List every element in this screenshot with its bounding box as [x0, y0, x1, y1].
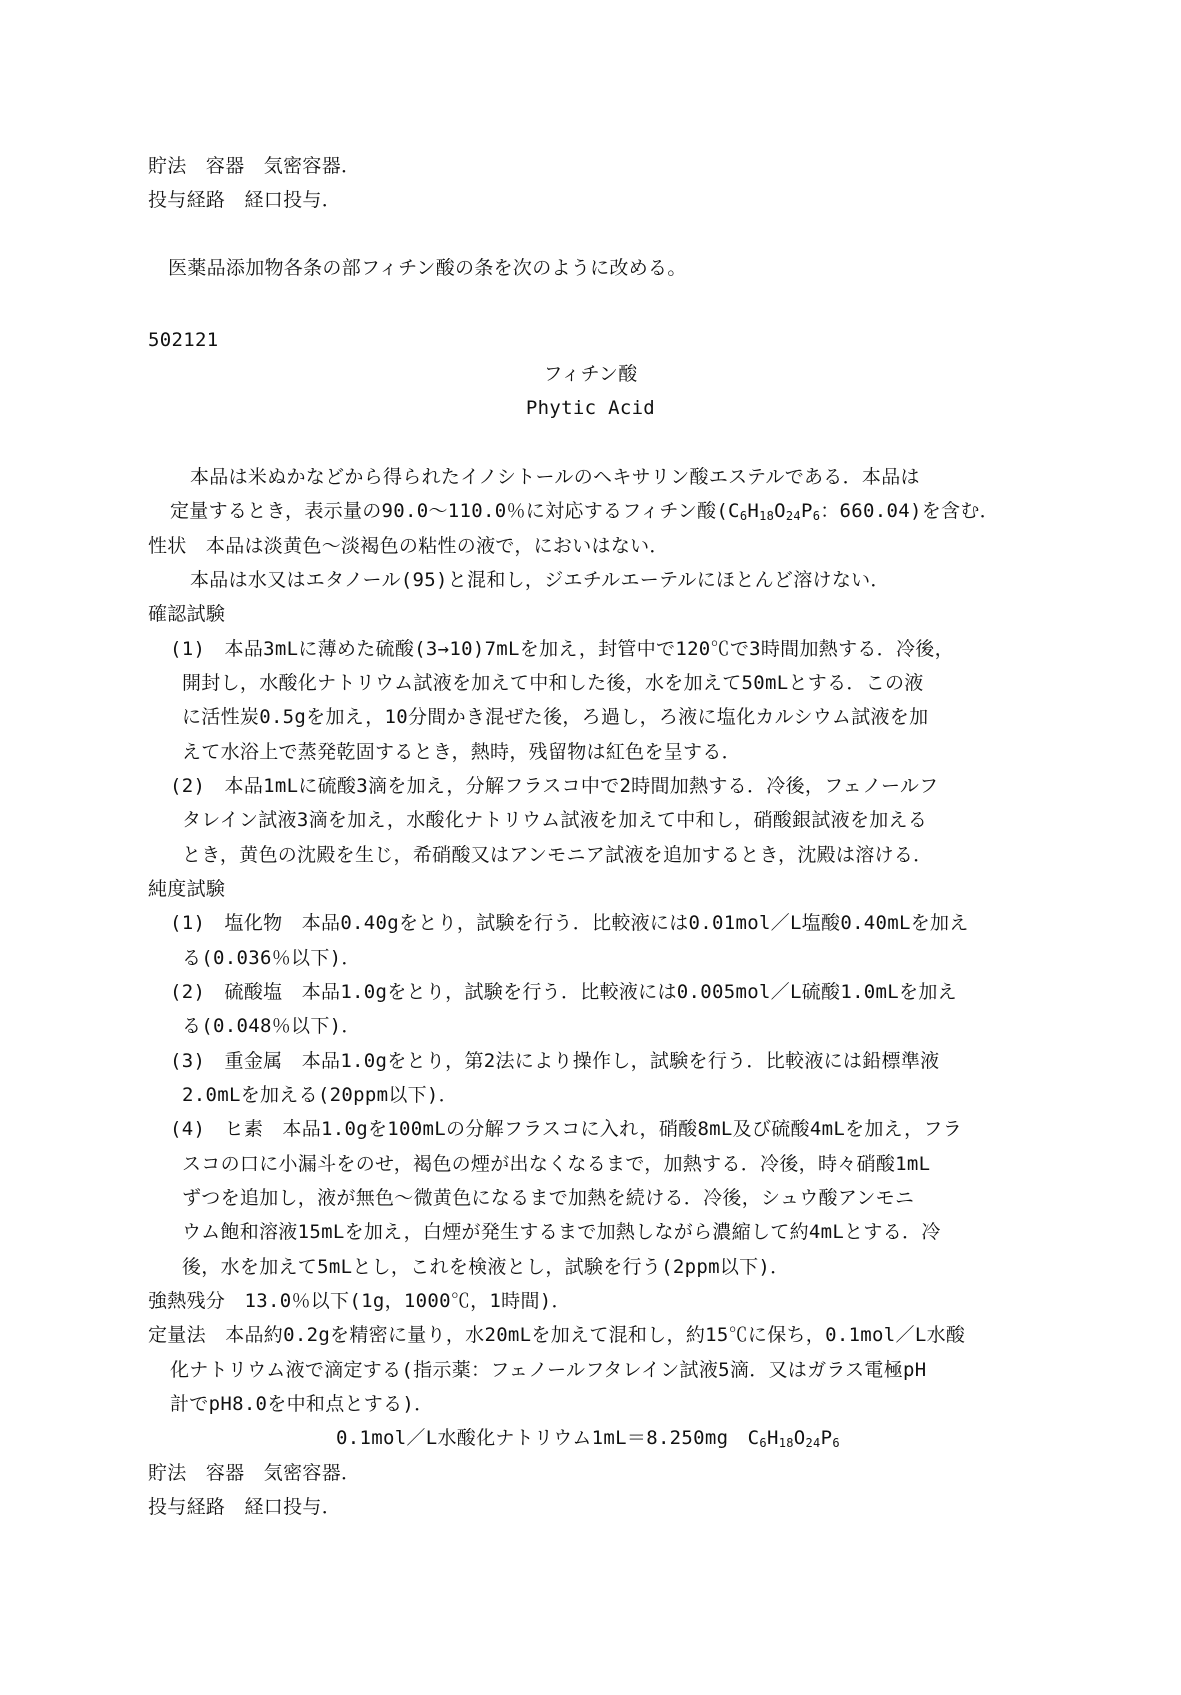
ident-2-line: とき，黄色の沈殿を生じ，希硝酸又はアンモニア試液を追加するとき，沈殿は溶ける． [182, 844, 933, 866]
ident-1-line: えて水浴上で蒸発乾固するとき，熱時，残留物は紅色を呈する． [182, 741, 741, 763]
description-line: 性状 本品は淡黄色～淡褐色の粘性の液で，においはない． [148, 535, 669, 557]
assay-line: 化ナトリウム液で滴定する(指示薬：フェノールフタレイン試液5滴．又はガラス電極pH [170, 1359, 927, 1381]
ident-1-line: に活性炭0.5gを加え，10分間かき混ぜた後，ろ過し，ろ液に塩化カルシウム試液を加 [182, 706, 929, 728]
purity-1-line: る(0.036％以下)． [182, 947, 361, 969]
intro-line-2: 定量するとき，表示量の90.0～110.0％に対応するフィチン酸($C_6H_{18}O_{24}P_6$：660.04)を含む． [170, 500, 999, 523]
intro-line-1: 本品は米ぬかなどから得られたイノシトールのヘキサリン酸エステルである．本品は [190, 466, 920, 488]
ident-1-line: 開封し，水酸化ナトリウム試液を加えて中和した後，水を加えて50mLとする．この液 [182, 672, 924, 694]
route-line: 投与経路 経口投与． [148, 1496, 342, 1518]
purity-2-line: る(0.048％以下)． [182, 1015, 361, 1037]
equivalence-line: 0.1mol／L水酸化ナトリウム1mL＝8.250mg $C_6H_{18}O_{24}P_6$ [336, 1427, 840, 1450]
purity-3-line: 2.0mLを加える(20ppm以下)． [182, 1084, 458, 1106]
ident-2-line: タレイン試液3滴を加え，水酸化ナトリウム試液を加えて中和し，硝酸銀試液を加える [182, 809, 928, 831]
title-english: Phytic Acid [525, 397, 656, 419]
purity-4-line: ずつを追加し，液が無色～微黄色になるまで加熱を続ける．冷後，シュウ酸アンモニ [182, 1187, 915, 1209]
ignition-residue: 強熱残分 13.0％以下(1g，1000℃，1時間)． [148, 1290, 571, 1312]
ident-1-line: (1) 本品3mLに薄めた硫酸(3→10)7mLを加え，封管中で120℃で3時間加熱する．冷後， [170, 638, 954, 660]
identification-heading: 確認試験 [148, 603, 226, 625]
ident-2-line: (2) 本品1mLに硫酸3滴を加え，分解フラスコ中で2時間加熱する．冷後，フェノールフ [170, 775, 939, 797]
monograph-code: 502121 [148, 329, 219, 351]
assay-line: 定量法 本品約0.2gを精密に量り，水20mLを加えて混和し，約15℃に保ち，0.1mol／L水酸 [148, 1324, 966, 1346]
assay-line: 計でpH8.0を中和点とする)． [170, 1393, 434, 1415]
route-line: 投与経路 経口投与． [148, 189, 342, 211]
title-japanese: フィチン酸 [543, 363, 638, 385]
purity-4-line: (4) ヒ素 本品1.0gを100mLの分解フラスコに入れ，硝酸8mL及び硫酸4mLを加え，フラ [170, 1118, 963, 1140]
purity-4-line: ウム飽和溶液15mLを加え，白煙が発生するまで加熱しながら濃縮して約4mLとする．冷 [182, 1221, 941, 1243]
amendment-note: 医薬品添加物各条の部フィチン酸の条を次のように改める。 [168, 257, 687, 279]
purity-1-line: (1) 塩化物 本品0.40gをとり，試験を行う．比較液には0.01mol／L塩酸0.40mLを加え [170, 912, 969, 934]
purity-4-line: スコの口に小漏斗をのせ，褐色の煙が出なくなるまで，加熱する．冷後，時々硝酸1mL [182, 1153, 931, 1175]
purity-3-line: (3) 重金属 本品1.0gをとり，第2法により操作し，試験を行う．比較液には鉛標準液 [170, 1050, 940, 1072]
solubility-line: 本品は水又はエタノール(95)と混和し，ジエチルエーテルにほとんど溶けない． [190, 569, 890, 591]
storage-line: 貯法 容器 気密容器． [148, 155, 361, 177]
storage-line: 貯法 容器 気密容器． [148, 1462, 361, 1484]
purity-heading: 純度試験 [148, 878, 226, 900]
purity-4-line: 後，水を加えて5mLとし，これを検液とし，試験を行う(2ppm以下)． [182, 1256, 790, 1278]
purity-2-line: (2) 硫酸塩 本品1.0gをとり，試験を行う．比較液には0.005mol／L硫酸1.0mLを加え [170, 981, 957, 1003]
